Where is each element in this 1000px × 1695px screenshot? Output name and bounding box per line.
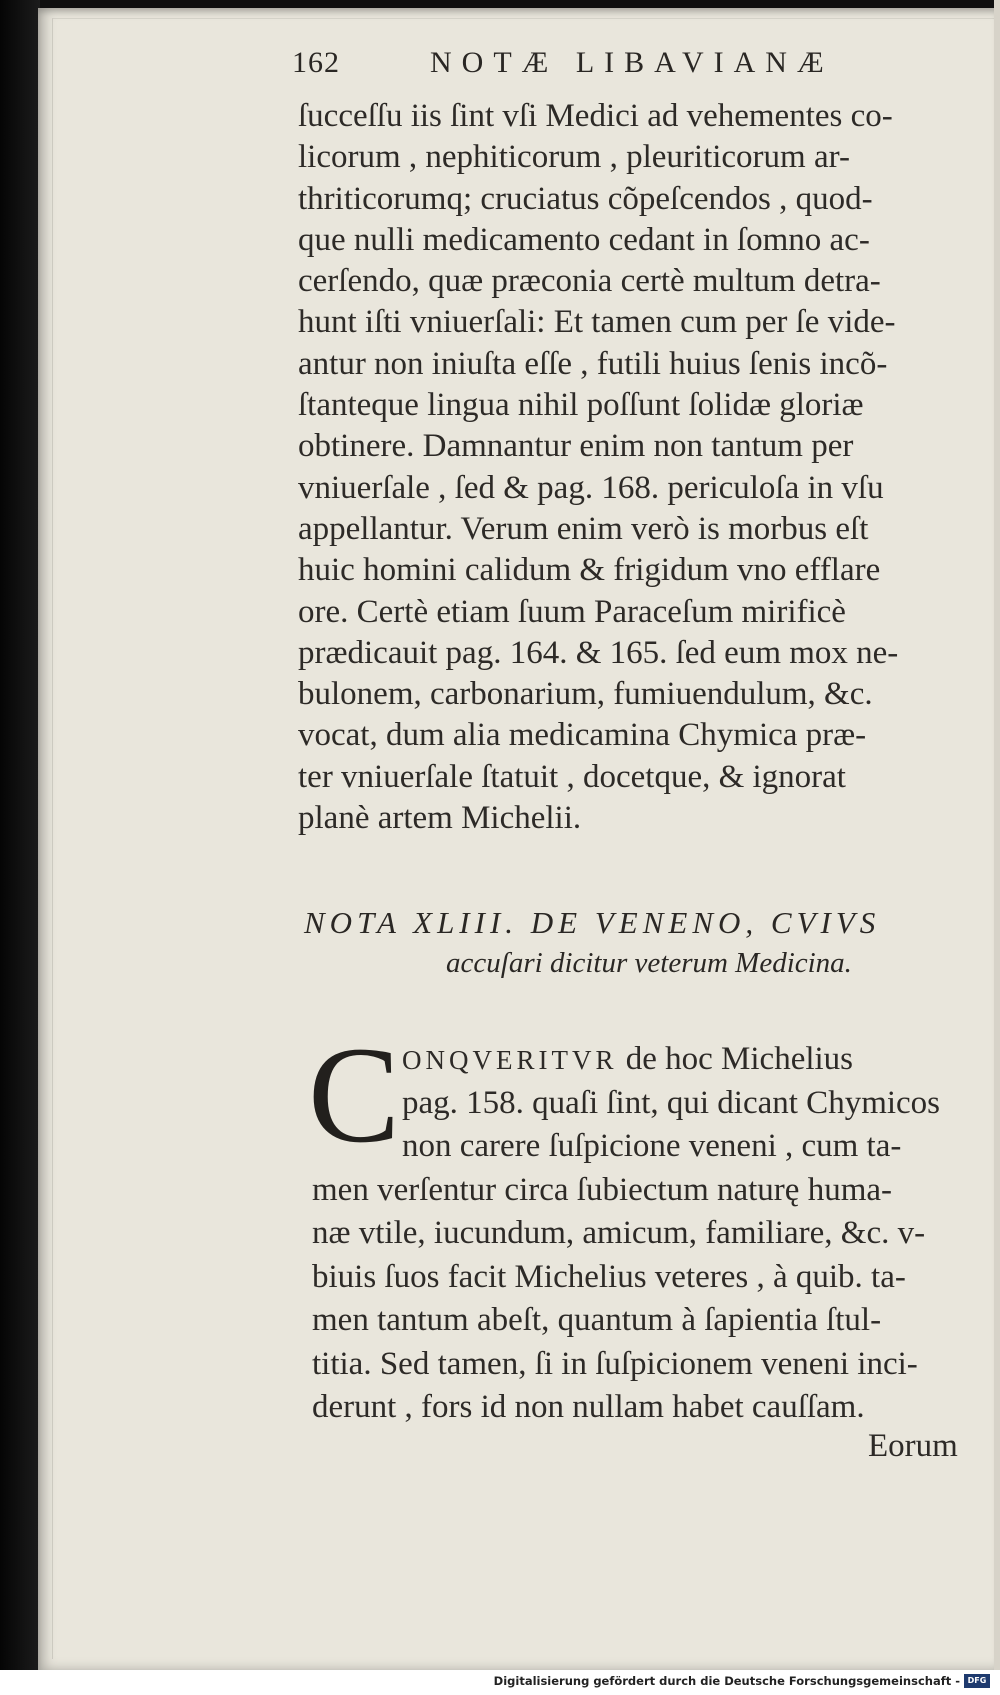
page-right-edge	[994, 0, 1000, 1670]
text-line: ter vniuerſale ſtatuit , docetque, & ignorat	[298, 758, 846, 795]
text-line: ore. Certè etiam ſuum Paraceſum mirificè	[298, 593, 846, 630]
text-line: biuis ſuos facit Michelius veteres , à quib. ta-	[312, 1258, 906, 1295]
paragraph-1	[298, 96, 988, 839]
text-line: men verſentur circa ſubiectum naturę huma-	[312, 1171, 892, 1208]
text-line: prædicauit pag. 164. & 165. ſed eum mox ne-	[298, 634, 899, 671]
text-line: licorum , nephiticorum , pleuriticorum ar-	[298, 139, 850, 176]
text-line: derunt , fors id non nullam habet cauſſam.	[312, 1389, 865, 1425]
text-line: thriticorumq; cruciatus cõpeſcendos , quod-	[298, 180, 873, 217]
text-line: men tantum abeſt, quantum à ſapientia ſtul-	[312, 1302, 882, 1338]
opening-word-smallcaps: ONQVERITVR	[402, 1045, 618, 1075]
catchword: Eorum	[868, 1428, 958, 1464]
section-heading	[304, 905, 984, 980]
text-line: non carere ſuſpicione veneni , cum ta-	[402, 1128, 902, 1164]
text-line: antur non iniuſta eſſe , futili huius ſenis incõ-	[298, 345, 888, 382]
text-line: appellantur. Verum enim verò is morbus eſt	[298, 510, 869, 547]
text-line: pag. 158. quaſi ſint, qui dicant Chymicos	[402, 1084, 941, 1121]
text-line-rest: de hoc Michelius	[625, 1041, 854, 1077]
text-line: ſucceſſu iis ſint vſi Medici ad vehementes co-	[298, 98, 893, 134]
text-line: vniuerſale , ſed & pag. 168. periculoſa in vſu	[298, 469, 884, 506]
running-head-title: NOTÆ LIBAVIANÆ	[430, 46, 834, 79]
text-line: hunt iſti vniuerſali: Et tamen cum per ſe vide-	[298, 304, 896, 341]
heading-line-2: accuſari dicitur veterum Medicina.	[446, 947, 852, 979]
text-line: planè artem Michelii.	[298, 800, 582, 837]
text-line: vocat, dum alia medicamina Chymica præ-	[298, 717, 867, 754]
text-line: cerſendo, quæ præconia certè multum detra-	[298, 263, 881, 300]
footer-strip	[0, 1670, 1000, 1695]
paragraph-2	[312, 1038, 992, 1430]
text-line: huic homini calidum & frigidum vno efflare	[298, 552, 881, 589]
running-head	[292, 40, 892, 90]
text-line: que nulli medicamento cedant in ſomno ac-	[298, 221, 870, 258]
text-line: obtinere. Damnantur enim non tantum per	[298, 428, 854, 465]
heading-line-1: NOTA XLIII. DE VENENO, CVIVS	[304, 905, 881, 940]
digitization-credit: Digitalisierung gefördert durch die Deutsche Forschungsgemeinschaft -	[493, 1674, 960, 1688]
dfg-logo: DFG	[964, 1674, 990, 1688]
drop-cap-initial: C	[308, 1018, 401, 1171]
page-number: 162	[292, 46, 340, 79]
book-gutter-shadow	[0, 0, 40, 1670]
text-line: bulonem, carbonarium, fumiuendulum, &c.	[298, 676, 873, 713]
text-line: ſtanteque lingua nihil poſſunt ſolidæ gloriæ	[298, 387, 864, 424]
text-line-first	[312, 1038, 992, 1082]
text-line: titia. Sed tamen, ſi in ſuſpicionem veneni inci-	[312, 1345, 918, 1382]
text-line: næ vtile, iucundum, amicum, familiare, &c. v-	[312, 1215, 926, 1251]
